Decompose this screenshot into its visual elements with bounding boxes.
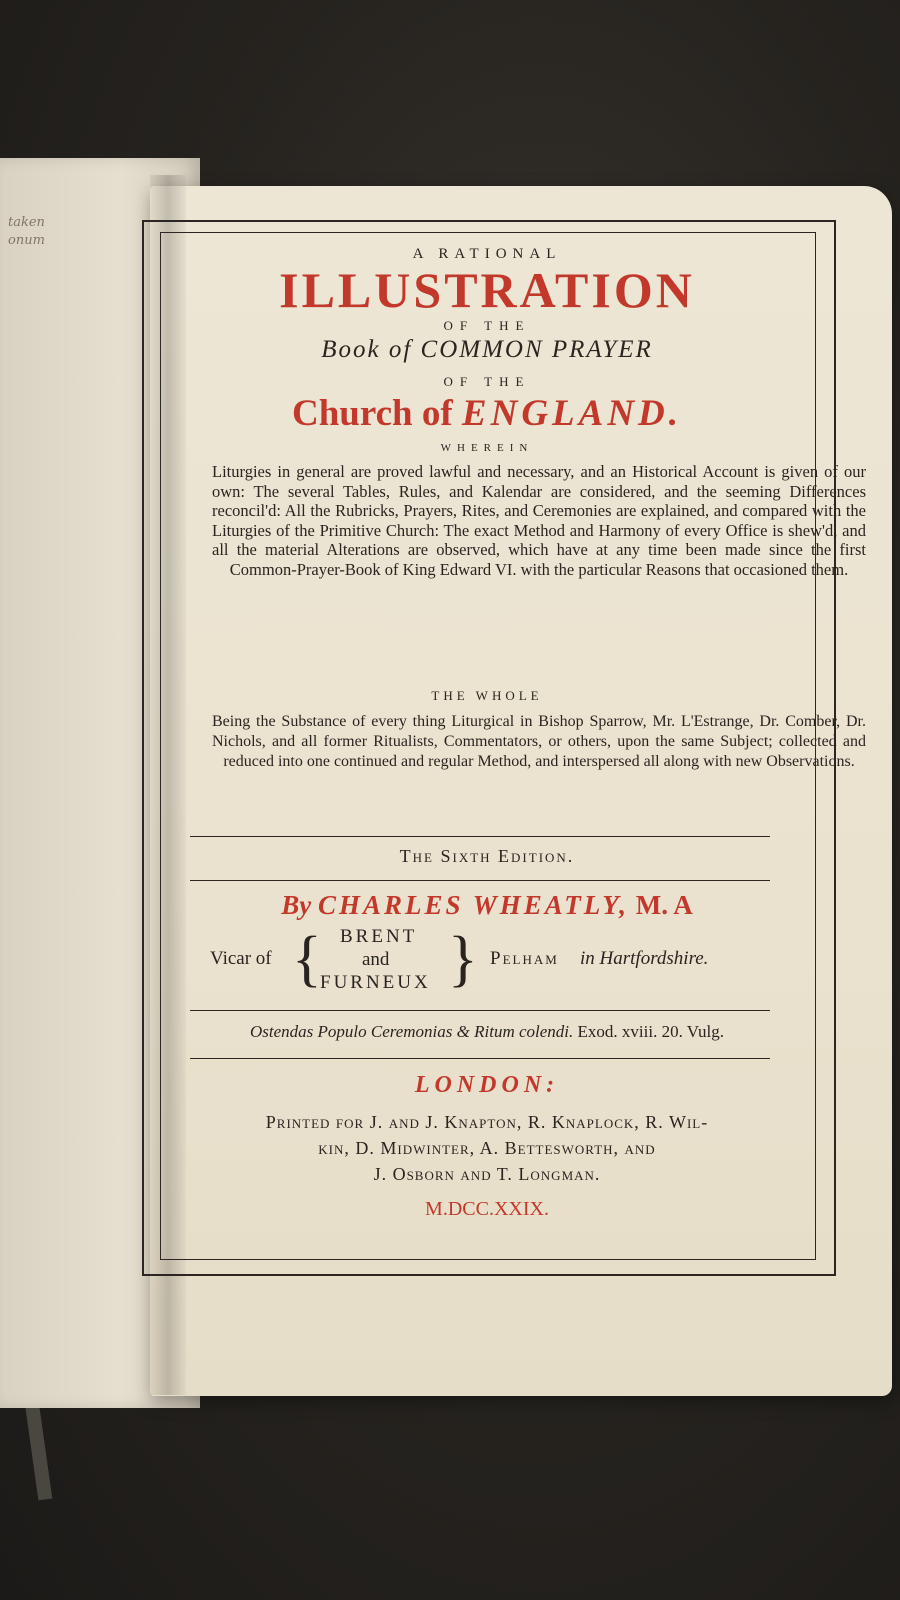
of-the-line-2: OF THE	[443, 374, 531, 389]
year-line: M.DCC.XXIX.	[425, 1198, 549, 1220]
vicar-of-label: Vicar of	[210, 948, 272, 969]
motto-reference: Exod. xviii. 20. Vulg.	[577, 1022, 725, 1041]
imprint-line-2: kin, D. Midwinter, A. Bettesworth, and	[318, 1138, 656, 1158]
parish-brent: BRENT	[340, 926, 418, 947]
handwriting-line-2: onum	[8, 233, 45, 248]
of-the-line-1: OF THE	[443, 318, 531, 333]
divider-rule-3	[190, 1010, 770, 1011]
author-degree: M. A	[635, 890, 693, 920]
imprint-line-3: J. Osborn and T. Longman.	[373, 1164, 601, 1184]
subject-line: Book of COMMON PRAYER	[321, 336, 653, 363]
the-whole-line: THE WHOLE	[431, 688, 543, 703]
parish-furneux: FURNEUX	[320, 972, 431, 993]
divider-rule-4	[190, 1058, 770, 1059]
pelham-label: Pelham	[490, 948, 559, 969]
church-line	[160, 392, 814, 436]
main-title: ILLUSTRATION	[279, 262, 695, 318]
edition-line: The Sixth Edition.	[399, 846, 575, 866]
author-by: By	[281, 890, 312, 920]
motto-line	[160, 1022, 814, 1042]
county-label: in Hartfordshire.	[580, 948, 709, 969]
motto-text: Ostendas Populo Ceremonias & Ritum colendi.	[249, 1022, 574, 1041]
church-name: ENGLAND.	[461, 393, 683, 434]
place-line: LONDON:	[414, 1072, 560, 1098]
vicar-block	[200, 926, 790, 996]
author-line	[160, 890, 814, 921]
church-prefix: Church of	[291, 393, 453, 434]
divider-rule-1	[190, 836, 770, 837]
handwritten-note	[8, 214, 68, 250]
imprint-line-1: Printed for J. and J. Knapton, R. Knaplock, R. Wil-	[265, 1112, 709, 1132]
brace-open: {	[292, 925, 322, 993]
parish-and: and	[362, 949, 390, 970]
handwriting-line-1: taken	[8, 215, 45, 230]
divider-rule-2	[190, 880, 770, 881]
wherein-line: WHEREIN	[440, 442, 534, 454]
author-name: CHARLES WHEATLY,	[317, 890, 630, 920]
description-paragraph: Liturgies in general are proved lawful and necessary, and an Historical Account is given of our own: The several Tables, Rules, and Kalendar are considered, and the seeming Differences reconcil'd: All the Rubricks, Prayers, Rites, and Ceremonies are explained, and compared with the Liturgies of the Primitive Church: The exact Method and Harmony of every Office is shew'd, and all the material Alterations are observed, which have at any time been made since the first Common-Prayer-Book of King Edward VI. with the particular Reasons that occasioned them.	[212, 462, 866, 579]
substance-paragraph: Being the Substance of every thing Liturgical in Bishop Sparrow, Mr. L'Estrange, Dr. Comber, Dr. Nichols, and all former Ritualists, Commentators, or others, upon the same Subject; collected and reduced into one continued and regular Method, and interspersed all along with new Observations.	[212, 713, 866, 770]
brace-close: }	[448, 925, 478, 993]
pre-title: A RATIONAL	[412, 246, 562, 262]
